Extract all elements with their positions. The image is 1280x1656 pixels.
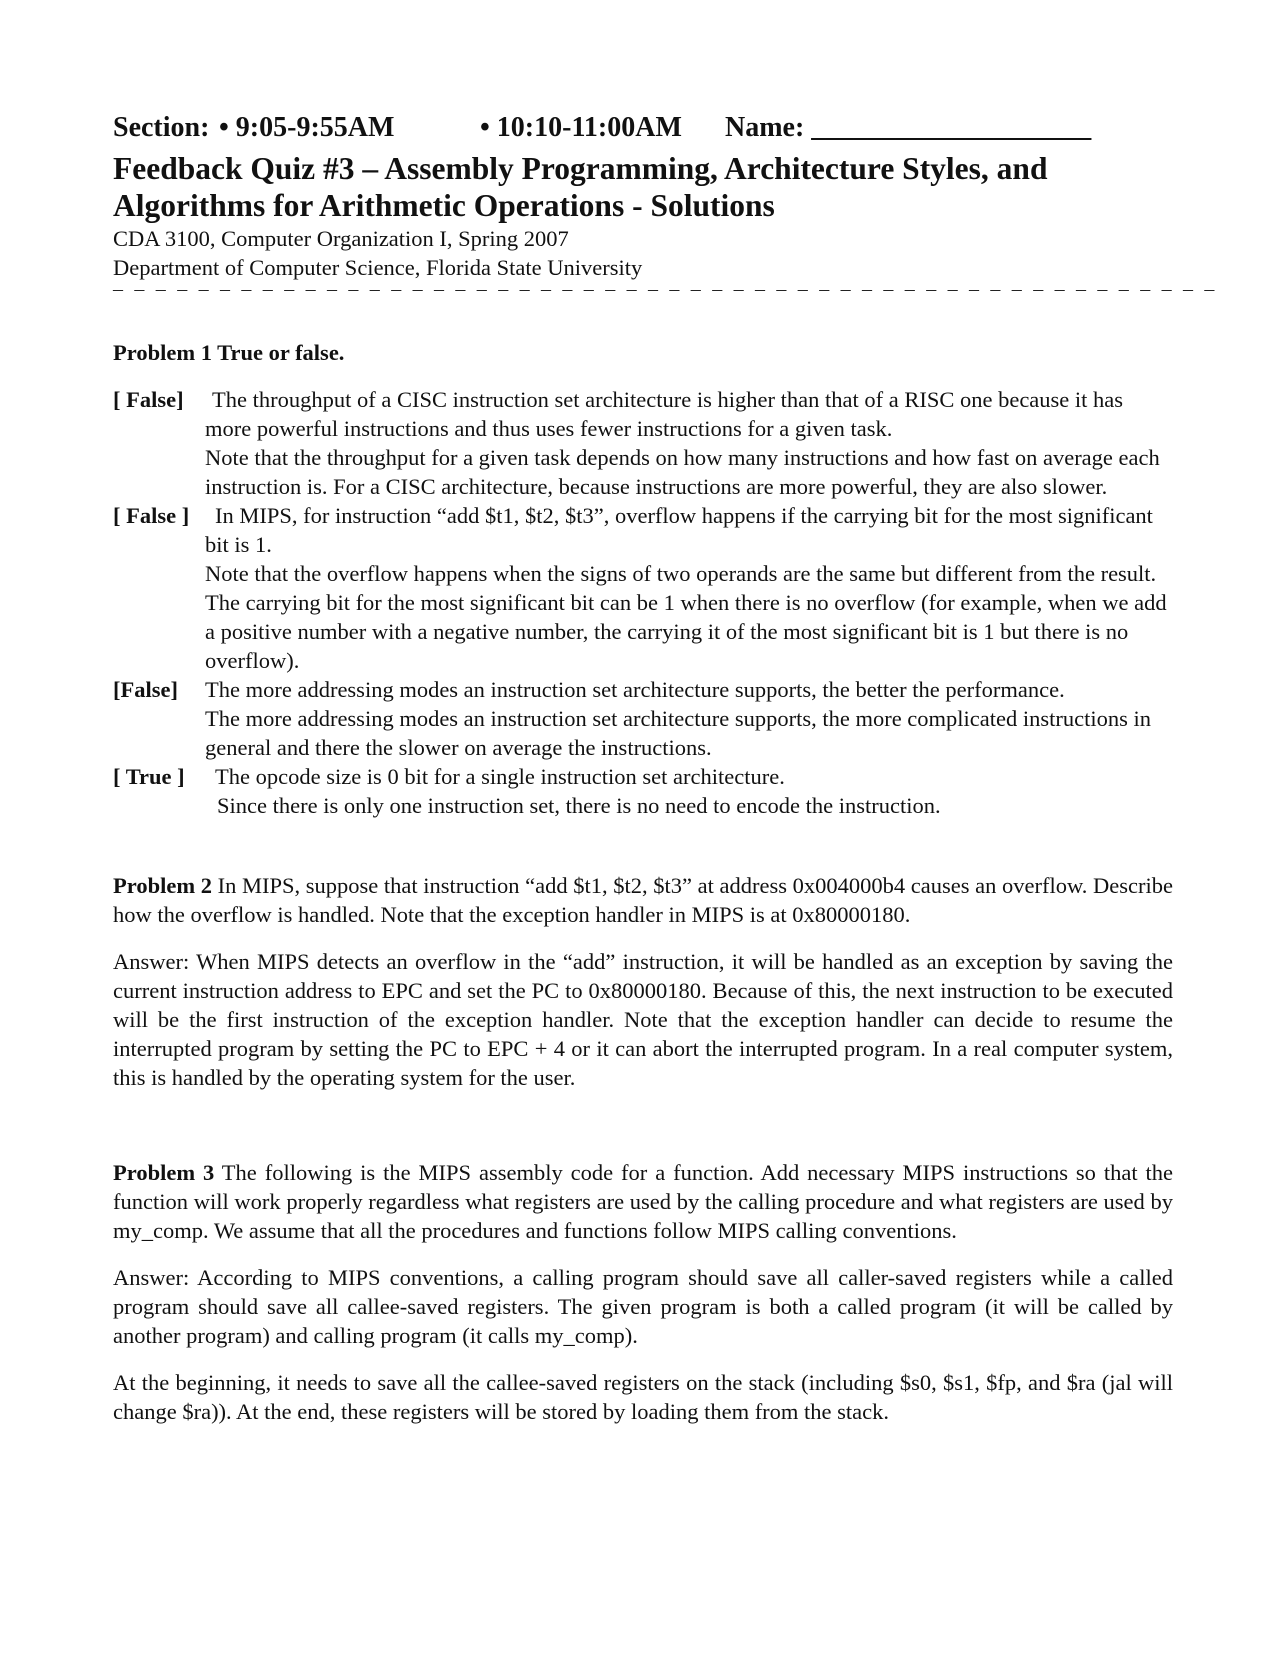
tf-item bbox=[113, 675, 1173, 762]
tf-note: Note that the overflow happens when the signs of two operands are the same but different from the result. The carrying bit for the most significant bit can be 1 when there is no overflow (for example, when we add a positive number with a negative number, the carrying it of the most significant bit is 1 but there is no overflow). bbox=[205, 561, 1167, 673]
section-option-1: • 9:05-9:55AM bbox=[219, 112, 395, 143]
problem3-question bbox=[113, 1158, 1173, 1245]
tf-answer-tag: [ False] bbox=[113, 387, 184, 412]
tf-answer-tag: [ False ] bbox=[113, 503, 190, 528]
tf-statement: The opcode size is 0 bit for a single instruction set architecture. bbox=[215, 764, 785, 789]
tf-answer-tag: [False] bbox=[113, 677, 178, 702]
section-line bbox=[113, 112, 1173, 148]
true-false-list bbox=[113, 385, 1173, 820]
tf-statement: In MIPS, for instruction “add $t1, $t2, $t3”, overflow happens if the carrying bit for the most significant bit is 1. bbox=[205, 503, 1153, 557]
problem3-answer-1: Answer: According to MIPS conventions, a calling program should save all caller-saved registers while a called program should save all callee-saved registers. The given program is both a called program (it will be called by another program) and calling program (it calls my_comp). bbox=[113, 1265, 1173, 1348]
problem3-answer-2: At the beginning, it needs to save all the callee-saved registers on the stack (including $s0, $s1, $fp, and $ra (jal will change $ra)). At the end, these registers will be stored by loading them from the stack. bbox=[113, 1370, 1173, 1424]
tf-item bbox=[113, 762, 1173, 820]
tf-statement: The more addressing modes an instruction set architecture supports, the better the performance. bbox=[205, 677, 1065, 702]
problem2-text: In MIPS, suppose that instruction “add $t1, $t2, $t3” at address 0x004000b4 causes an overflow. Describe how the overflow is handled. Note that the exception handler in MIPS is at 0x80000180. bbox=[113, 873, 1174, 927]
tf-note: Note that the throughput for a given task depends on how many instructions and how fast on average each instruction is. For a CISC architecture, because instructions are more powerful, they are also slower. bbox=[205, 445, 1160, 499]
section-option-2: • 10:10-11:00AM bbox=[480, 112, 682, 143]
title-line-2: Algorithms for Arithmetic Operations - Solutions bbox=[113, 188, 775, 223]
tf-answer-tag: [ True ] bbox=[113, 764, 185, 789]
problem3-text: The following is the MIPS assembly code for a function. Add necessary MIPS instructions so that the function will work properly regardless what registers are used by the calling procedure and what registers are used by my_comp. We assume that all the procedures and functions follow MIPS calling conventions. bbox=[113, 1160, 1174, 1243]
tf-note: The more addressing modes an instruction set architecture supports, the more complicated instructions in general and there the slower on average the instructions. bbox=[205, 706, 1151, 760]
name-field: Name: ____________________ bbox=[725, 112, 1092, 143]
page-title bbox=[113, 150, 1173, 224]
tf-item bbox=[113, 501, 1173, 675]
problem2-question bbox=[113, 871, 1173, 929]
problem2-label: Problem 2 bbox=[113, 873, 212, 898]
tf-note: Since there is only one instruction set, there is no need to encode the instruction. bbox=[217, 793, 941, 818]
document-page bbox=[113, 112, 1218, 1426]
section-label: Section: bbox=[113, 112, 210, 143]
problem2-answer: Answer: When MIPS detects an overflow in the “add” instruction, it will be handled as an exception by saving the current instruction address to EPC and set the PC to 0x80000180. Because of this, the next instruction to be executed will be the first instruction of the exception handler. Note that the exception handler can decide to resume the interrupted program by setting the PC to EPC + 4 or it can abort the interrupted program. In a real computer system, this is handled by the operating system for the user. bbox=[113, 949, 1173, 1090]
course-info: CDA 3100, Computer Organization I, Spring 2007 bbox=[113, 226, 569, 251]
problem3-label: Problem 3 bbox=[113, 1160, 215, 1185]
title-line-1: Feedback Quiz #3 – Assembly Programming, Architecture Styles, and bbox=[113, 151, 1048, 186]
department-info: Department of Computer Science, Florida State University bbox=[113, 255, 643, 280]
tf-statement: The throughput of a CISC instruction set architecture is higher than that of a RISC one because it has more powerful instructions and thus uses fewer instructions for a given task. bbox=[205, 387, 1124, 441]
tf-item bbox=[113, 385, 1173, 501]
problem1-heading: Problem 1 True or false. bbox=[113, 340, 345, 365]
divider: – – – – – – – – – – – – – – – – – – – – – – – – – – – – – – – – – – – – – – – – – – – – – – – – – – – – bbox=[113, 278, 1218, 300]
